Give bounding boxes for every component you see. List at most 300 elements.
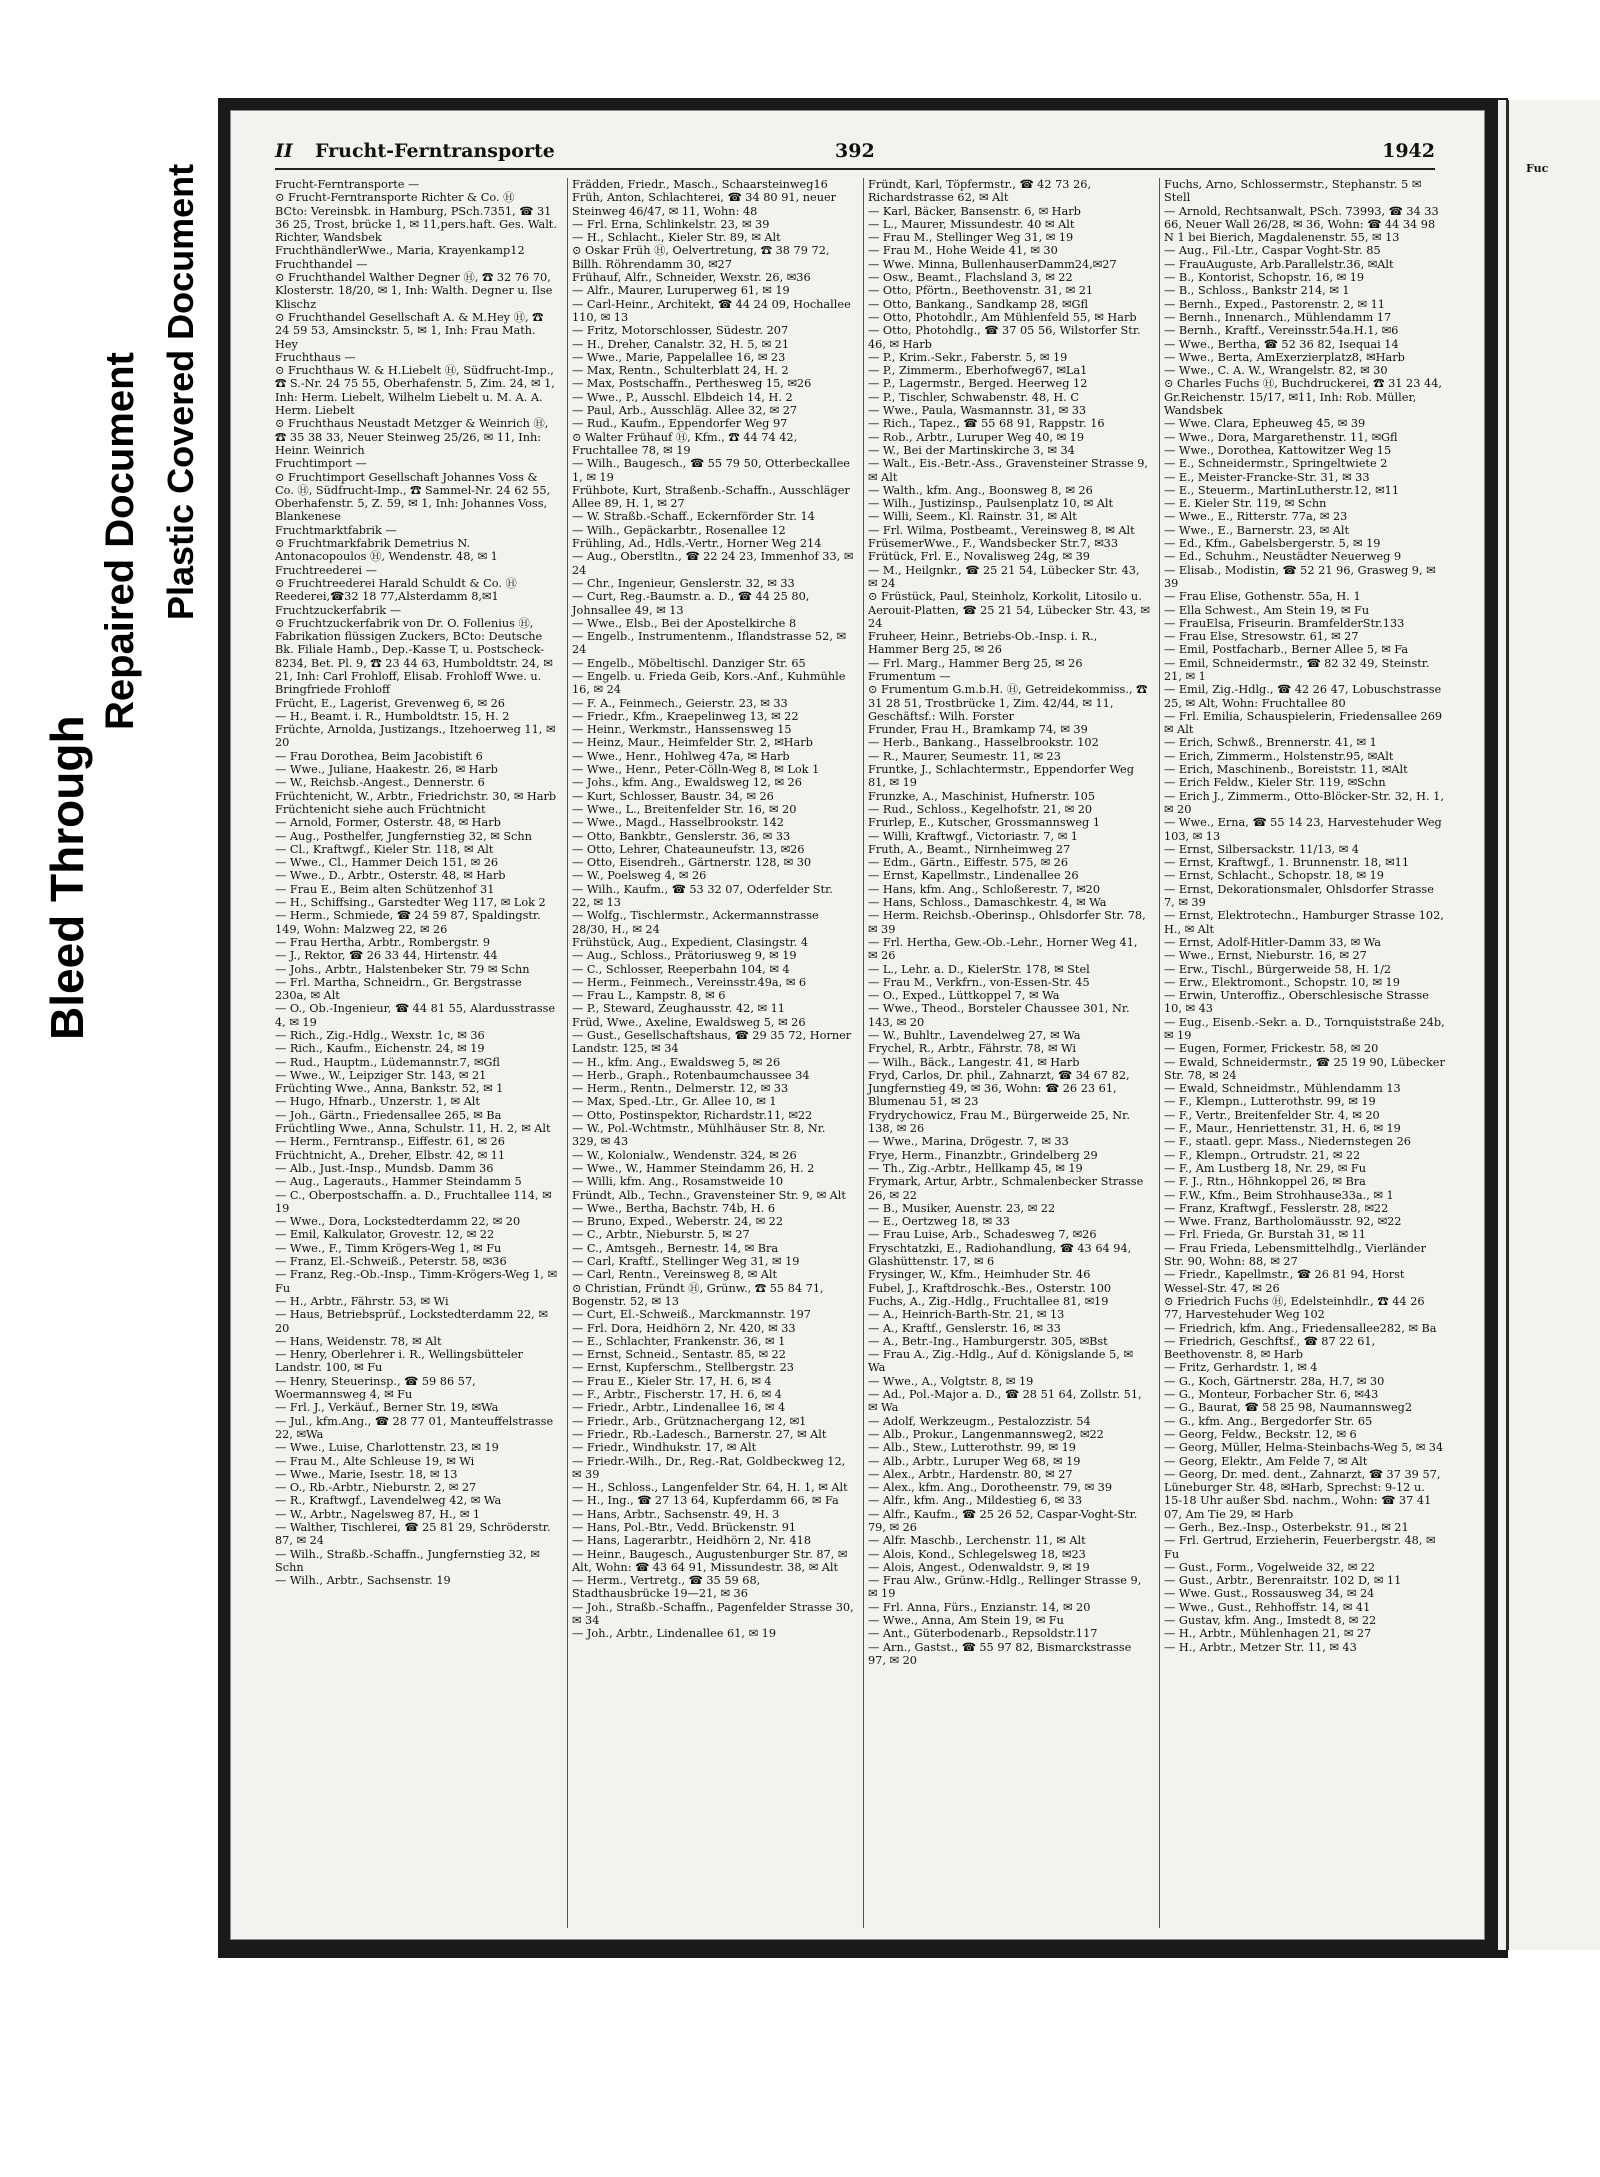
directory-entry: — Wwe., F., Timm Krögers-Weg 1, ✉ Fu (275, 1241, 502, 1255)
directory-entry: — Alois, Angest., Odenwaldstr. 9, ✉ 19 (868, 1560, 1090, 1574)
directory-entry: — Chr., Ingenieur, Genslerstr. 32, ✉ 33 (572, 576, 795, 590)
directory-entry: — Rud., Kaufm., Eppendorfer Weg 97 (572, 417, 788, 431)
directory-entry: — Wwe., W., Leipziger Str. 143, ✉ 21 (275, 1068, 487, 1082)
directory-entry: — Erich Feldw., Kieler Str. 119, ✉Schn (1164, 776, 1386, 790)
directory-entry: — Frau Luise, Arb., Schadesweg 7, ✉26 (868, 1228, 1097, 1242)
directory-entry: — Frau Else, Stresowstr. 61, ✉ 27 (1164, 630, 1359, 644)
directory-entry: — Friedr.-Wilh., Dr., Reg.-Rat, Goldbeckweg 12, ✉ 39 (572, 1454, 849, 1481)
directory-entry: ⊙ Fruchthandel Walther Degner Ⓗ, ☎ 32 76 70, Klosterstr. 18/20, ✉ 1, Inh: Walth. Degner u. Ilse Klischz (275, 271, 557, 311)
directory-entry: — Ernst, Schlacht., Schopstr. 18, ✉ 19 (1164, 869, 1384, 883)
directory-entry: — Th., Zig.-Arbtr., Hellkamp 45, ✉ 19 (868, 1161, 1083, 1175)
directory-entry: — Wwe., C. A. W., Wrangelstr. 82, ✉ 30 (1164, 364, 1388, 378)
page-title: Frucht-Ferntransporte (315, 140, 555, 162)
directory-entry: — Wwe., Paula, Wasmannstr. 31, ✉ 33 (868, 404, 1087, 418)
directory-entry: — Engelb. u. Frieda Geib, Kors.-Anf., Kuhmühle 16, ✉ 24 (572, 669, 850, 697)
directory-entry: — Wwe., E., Ritterstr. 77a, ✉ 23 (1164, 510, 1348, 524)
directory-entry: Fruchtmarktfabrik — (275, 523, 397, 537)
directory-entry: — Ernst, Kupferschm., Stellbergstr. 23 (572, 1361, 794, 1375)
directory-entry: Reederei,☎32 18 77,Alsterdamm 8,✉1 (275, 590, 499, 604)
directory-entry: Früchtling Wwe., Anna, Schulstr. 11, H. 2, ✉ Alt (275, 1122, 551, 1136)
directory-entry: — Wwe., Magd., Hasselbrookstr. 142 (572, 816, 784, 830)
directory-entry: — Otto, Lehrer, Chateauneufstr. 13, ✉26 (572, 842, 805, 856)
directory-entry: — Wwe. Franz, Bartholomäusstr. 92, ✉22 (1164, 1215, 1402, 1229)
directory-entry: — Wwe., Marina, Drögestr. 7, ✉ 33 (868, 1135, 1069, 1149)
directory-entry: ⊙ Frucht-Ferntransporte Richter & Co. Ⓗ (275, 191, 515, 205)
next-page-fragment: Fuc (1526, 162, 1549, 175)
directory-entry: — Arnold, Rechtsanwalt, PSch. 73993, ☎ 34 33 66, Neuer Wall 26/28, ✉ 36, Wohn: ☎ 44 34 98 N 1 bei Bierich, Magdalenenstr. 55, ✉ 13 (1164, 204, 1443, 245)
directory-entry: Fubel, J., Kraftdroschk.-Bes., Osterstr. 100 (868, 1281, 1112, 1295)
directory-entry: — Cl., Kraftwgf., Kieler Str. 118, ✉ Alt (275, 842, 494, 856)
directory-entry: Frurlep, E., Kutscher, Grossmannsweg 1 (868, 816, 1101, 830)
directory-entry: ⊙ Oskar Früh Ⓗ, Oelvertretung, ☎ 38 79 72, Billh. Röhrendamm 30, ✉27 (572, 244, 834, 271)
directory-entry: — Alois, Kond., Schlegelsweg 18, ✉23 (868, 1547, 1086, 1561)
directory-entry: — Wilh., Justizinsp., Paulsenplatz 10, ✉ Alt (868, 497, 1114, 511)
directory-entry: — Alfr., kfm. Ang., Mildestieg 6, ✉ 33 (868, 1494, 1083, 1508)
directory-column-3 (863, 178, 1154, 1928)
directory-entry: Früd, Wwe., Axeline, Ewaldsweg 5, ✉ 26 (572, 1015, 806, 1029)
directory-column-2 (567, 178, 858, 1928)
directory-entry: — Hans, Schloss., Damaschkestr. 4, ✉ Wa (868, 896, 1107, 910)
directory-entry: — Erw., Tischl., Bürgerweide 58, H. 1/2 (1164, 962, 1392, 976)
directory-entry: — F., Klempn., Lutterothstr. 99, ✉ 19 (1164, 1095, 1376, 1109)
directory-entry: — Friedrich, kfm. Ang., Friedensallee282, ✉ Ba (1164, 1321, 1437, 1335)
directory-entry: — Frl. Martha, Schneidrn., Gr. Bergstrasse 230a, ✉ Alt (275, 975, 526, 1003)
directory-entry: — Frl. Wilma, Postbeamt., Vereinsweg 8, ✉ Alt (868, 523, 1135, 537)
directory-entry: — Otto, Pförtn., Beethovenstr. 31, ✉ 21 (868, 284, 1094, 298)
directory-entry: — Wwe., Elsb., Bei der Apostelkirche 8 (572, 616, 797, 630)
directory-entry: — Aug., Lagerauts., Hammer Steindamm 5 (275, 1175, 522, 1189)
directory-entry: — Curt, El.-Schweiß., Marckmannstr. 197 (572, 1308, 811, 1322)
directory-entry: ⊙ Fruchthandel Gesellschaft A. & M.Hey Ⓗ, ☎ 24 59 53, Amsinckstr. 5, ✉ 1, Inh: Frau Math. Hey (275, 310, 548, 351)
directory-entry: ⊙ Fruchtreederei Harald Schuldt & Co. Ⓗ (275, 576, 517, 590)
directory-entry: ⊙ Fruchthaus W. & H.Liebelt Ⓗ, Südfrucht-Imp., ☎ S.-Nr. 24 75 55, Oberhafenstr. 5, Zim. 24, ✉ 1, Inh: Herm. Liebelt, Wilhelm Liebelt u. M. A. A. Herm. Liebelt (275, 364, 559, 418)
directory-entry: ⊙ Fruchthaus Neustadt Metzger & Weinrich Ⓗ, ☎ 35 38 33, Neuer Steinweg 25/26, ✉ 11, Inh: Heinr. Weinrich (275, 417, 552, 457)
directory-entry: Frye, Herm., Finanzbtr., Grindelberg 29 (868, 1148, 1098, 1162)
directory-entry: Frydrychowicz, Frau M., Bürgerweide 25, Nr. 138, ✉ 26 (868, 1108, 1134, 1136)
directory-entry: — Otto, Eisendreh., Gärtnerstr. 128, ✉ 30 (572, 856, 812, 870)
directory-entry: — Alex., Arbtr., Hardenstr. 80, ✉ 27 (868, 1467, 1073, 1481)
directory-entry: — Willi, kfm. Ang., Rosamstweide 10 (572, 1175, 784, 1189)
directory-entry: — Eugen, Former, Frickestr. 58, ✉ 20 (1164, 1042, 1379, 1056)
directory-entry: — B., Schloss., Bankstr 214, ✉ 1 (1164, 284, 1350, 298)
directory-entry: — Wwe., P., Ausschl. Elbdeich 14, H. 2 (572, 390, 793, 404)
directory-entry: — Wwe., Dora, Lockstedterdamm 22, ✉ 20 (275, 1215, 521, 1229)
directory-entry: — Frau A., Zig.-Hdlg., Auf d. Königslande 5, ✉ Wa (868, 1348, 1137, 1375)
directory-entry: — F., Am Lustberg 18, Nr. 29, ✉ Fu (1164, 1161, 1366, 1175)
directory-entry: ⊙ Fruchtimport Gesellschaft Johannes Voss & Co. Ⓗ, Südfrucht-Imp., ☎ Sammel-Nr. 24 62 55, Oberhafenstr. 5, Z. 59, ✉ 1, Inh: Johannes Voss, Blankenese (275, 470, 554, 524)
directory-entry: — Gust., Form., Vogelweide 32, ✉ 22 (1164, 1560, 1376, 1574)
directory-entry: — Ad., Pol.-Major a. D., ☎ 28 51 64, Zollstr. 51, ✉ Wa (868, 1388, 1146, 1415)
directory-entry: — Emil, Zig.-Hdlg., ☎ 42 26 47, Lobuschstrasse 25, ✉ Alt, Wohn: Fruchtallee 80 (1164, 683, 1445, 710)
directory-entry: FruchthändlerWwe., Maria, Krayenkamp12 (275, 244, 525, 258)
directory-columns (275, 178, 1449, 1928)
directory-entry: Fruchthandel — (275, 257, 368, 271)
directory-entry: Frücht, E., Lagerist, Grevenweg 6, ✉ 26 (275, 696, 505, 710)
directory-entry: — F.W., Kfm., Beim Strohhause33a., ✉ 1 (1164, 1188, 1394, 1202)
directory-entry: — Heinz, Maur., Heimfelder Str. 2, ✉Harb (572, 736, 813, 750)
directory-entry: — E., Schneidermstr., Springeltwiete 2 (1164, 457, 1388, 471)
directory-entry: — Emil, Kalkulator, Grovestr. 12, ✉ 22 (275, 1228, 495, 1242)
directory-entry: — R., Maurer, Seumestr. 11, ✉ 23 (868, 749, 1061, 763)
directory-entry: — G., kfm. Ang., Bergedorfer Str. 65 (1164, 1414, 1373, 1428)
directory-entry: — Herm., Vertretg., ☎ 35 59 68, Stadthausbrücke 19—21, ✉ 36 (572, 1574, 764, 1601)
directory-entry: — Alfr., Maurer, Luruperweg 61, ✉ 19 (572, 284, 790, 298)
directory-entry: ⊙ Charles Fuchs Ⓗ, Buchdruckerei, ☎ 31 23 44, Gr.Reichenstr. 15/17, ✉11, Inh: Rob. Müller, Wandsbek (1164, 377, 1446, 418)
directory-entry: — O., Ob.-Ingenieur, ☎ 44 81 55, Alardusstrasse 4, ✉ 19 (275, 1002, 559, 1029)
directory-entry: Fryschtatzki, E., Radiohandlung, ☎ 43 64 94, Glashüttenstr. 17, ✉ 6 (868, 1241, 1135, 1269)
directory-entry: — F., Klempn., Ortrudstr. 21, ✉ 22 (1164, 1148, 1361, 1162)
directory-entry: — B., Musiker, Auenstr. 23, ✉ 22 (868, 1201, 1056, 1215)
directory-entry: — Frau Hertha, Arbtr., Rombergstr. 9 (275, 935, 491, 949)
directory-entry: — Walth., kfm. Ang., Boonsweg 8, ✉ 26 (868, 483, 1093, 497)
directory-entry: — Georg, Müller, Helma-Steinbachs-Weg 5, ✉ 34 (1164, 1441, 1444, 1455)
directory-entry: — G., Monteur, Forbacher Str. 6, ✉43 (1164, 1388, 1379, 1402)
directory-entry: — Georg, Feldw., Beckstr. 12, ✉ 6 (1164, 1427, 1357, 1441)
directory-entry: Früchtnicht, A., Dreher, Elbstr. 42, ✉ 11 (275, 1148, 506, 1162)
directory-entry: — Gust., Gesellschaftshaus, ☎ 29 35 72, Horner Landstr. 125, ✉ 34 (572, 1029, 855, 1056)
directory-entry: — Frl. Gertrud, Erzieherin, Feuerbergstr. 48, ✉ Fu (1164, 1534, 1440, 1561)
directory-entry: — Wwe., Theod., Borsteler Chaussee 301, Nr. 143, ✉ 20 (868, 1002, 1134, 1029)
directory-entry: — Herb., Bankang., Hasselbrookstr. 102 (868, 736, 1099, 750)
directory-entry: — Bernh., Kraftf., Vereinsstr.54a.H.1, ✉6 (1164, 324, 1399, 338)
directory-entry: — W., Kolonialw., Wendenstr. 324, ✉ 26 (572, 1148, 797, 1162)
directory-entry: — Hans, Weidenstr. 78, ✉ Alt (275, 1334, 442, 1348)
directory-entry: — Rich., Zig.-Hdlg., Wexstr. 1c, ✉ 36 (275, 1029, 485, 1042)
directory-entry: — Max, Postschaffn., Perthesweg 15, ✉26 (572, 377, 812, 391)
margin-stamp (40, 140, 201, 1040)
directory-entry: — Ernst, Adolf-Hitler-Damm 33, ✉ Wa (1164, 935, 1382, 949)
directory-entry: — Alb., Arbtr., Luruper Weg 68, ✉ 19 (868, 1454, 1081, 1468)
directory-entry: Fruchtimport — (275, 457, 367, 471)
directory-entry: — Wilh., Bäck., Langestr. 41, ✉ Harb (868, 1055, 1080, 1069)
directory-entry: — Georg, Elektr., Am Felde 7, ✉ Alt (1164, 1454, 1368, 1468)
directory-entry: — H., kfm. Ang., Ewaldsweg 5, ✉ 26 (572, 1055, 781, 1069)
directory-entry: — Emil, Schneidermstr., ☎ 82 32 49, Steinstr. 21, ✉ 1 (1164, 656, 1434, 683)
directory-entry: — Wilh., Arbtr., Sachsenstr. 19 (275, 1574, 451, 1588)
directory-entry: Frysinger, W., Kfm., Heimhuder Str. 46 (868, 1268, 1091, 1282)
directory-entry: — Wilh., Baugesch., ☎ 55 79 50, Otterbeckallee 1, ✉ 19 (572, 457, 854, 484)
directory-entry: — Max, Sped.-Ltr., Gr. Allee 10, ✉ 1 (572, 1095, 777, 1109)
directory-entry: — Henry, Oberlehrer i. R., Wellingsbütteler Landstr. 100, ✉ Fu (275, 1348, 527, 1375)
directory-entry: — W., Pol.-Wchtmstr., Mühlhäuser Str. 8, Nr. 329, ✉ 43 (572, 1122, 830, 1149)
directory-entry: — Wwe., Dorothea, Kattowitzer Weg 15 (1164, 443, 1392, 457)
directory-entry: — H., Dreher, Canalstr. 32, H. 5, ✉ 21 (572, 337, 790, 351)
directory-entry: — P., Krim.-Sekr., Faberstr. 5, ✉ 19 (868, 350, 1068, 364)
directory-entry: — Bernh., Exped., Pastorenstr. 2, ✉ 11 (1164, 297, 1385, 311)
directory-entry: — H., Beamt. i. R., Humboldtstr. 15, H. 2 (275, 709, 510, 723)
directory-entry: — Ed., Schuhm., Neustädter Neuerweg 9 (1164, 550, 1402, 564)
directory-entry: — Ewald, Schneidermstr., ☎ 25 19 90, Lübecker Str. 78, ✉ 24 (1164, 1055, 1449, 1082)
directory-entry: — Wwe., Juliane, Haakestr. 26, ✉ Harb (275, 763, 498, 777)
directory-entry: Fruchtzuckerfabrik — (275, 603, 402, 617)
next-page-edge (1498, 100, 1600, 1950)
directory-entry: — Wwe., D., Arbtr., Osterstr. 48, ✉ Harb (275, 869, 506, 883)
directory-entry: — H., Arbtr., Metzer Str. 11, ✉ 43 (1164, 1640, 1357, 1654)
directory-entry: — Hans, Pol.-Btr., Vedd. Brückenstr. 91 (572, 1520, 797, 1534)
directory-column-4 (1159, 178, 1449, 1928)
directory-entry: Früchtenicht, W., Arbtr., Friedrichstr. 30, ✉ Harb (275, 789, 557, 803)
directory-entry: — Gustav, kfm. Ang., Imstedt 8, ✉ 22 (1164, 1614, 1377, 1628)
directory-entry: Frädden, Friedr., Masch., Schaarsteinweg16 (572, 178, 828, 191)
directory-entry: — Emil, Postfacharb., Berner Allee 5, ✉ Fa (1164, 643, 1409, 657)
directory-entry: — Frau L., Kampstr. 8, ✉ 6 (572, 989, 726, 1003)
directory-entry: — Otto, Photohdlg., ☎ 37 05 56, Wilstorfer Str. 46, ✉ Harb (868, 324, 1145, 351)
directory-entry: Frucht-Ferntransporte — (275, 178, 420, 191)
directory-entry: — Erich J., Zimmerm., Otto-Blöcker-Str. 32, H. 1, ✉ 20 (1164, 789, 1448, 816)
directory-entry: Frühbote, Kurt, Straßenb.-Schaffn., Ausschläger Allee 89, H. 1, ✉ 27 (572, 483, 854, 511)
directory-entry: — Wwe., E., Barnerstr. 23, ✉ Alt (1164, 523, 1350, 537)
directory-entry: — Engelb., Instrumentenm., Iflandstrasse 52, ✉ 24 (572, 630, 850, 657)
directory-entry: — C., Arbtr., Nieburstr. 5, ✉ 27 (572, 1228, 750, 1242)
directory-entry: — Frl. Erna, Schlinkelstr. 23, ✉ 39 (572, 217, 770, 231)
directory-entry: — Carl-Heinr., Architekt, ☎ 44 24 09, Hochallee 110, ✉ 13 (572, 297, 855, 324)
directory-entry: — Osw., Beamt., Flachsland 3, ✉ 22 (868, 271, 1073, 285)
directory-entry: — Fritz, Motorschlosser, Südestr. 207 (572, 324, 789, 338)
directory-entry: — O., Exped., Lüttkoppel 7, ✉ Wa (868, 989, 1060, 1003)
directory-entry: — Alb., Just.-Insp., Mundsb. Damm 36 (275, 1161, 494, 1175)
directory-entry: — W. Straßb.-Schaff., Eckernförder Str. 14 (572, 510, 815, 524)
directory-entry: — F., Maur., Henriettenstr. 31, H. 6, ✉ 19 (1164, 1122, 1401, 1136)
directory-entry: Früchtenicht siehe auch Früchtnicht (275, 802, 486, 816)
directory-entry: — F. J., Rtn., Höhnkoppel 26, ✉ Bra (1164, 1175, 1366, 1189)
directory-entry: — Erwin, Unteroffiz., Oberschlesische Strasse 10, ✉ 43 (1164, 989, 1433, 1016)
directory-entry: Früchting Wwe., Anna, Bankstr. 52, ✉ 1 (275, 1082, 504, 1096)
directory-entry: — Frau M., Alte Schleuse 19, ✉ Wi (275, 1454, 475, 1468)
directory-entry: Frumentum — (868, 669, 951, 683)
directory-entry: — Frau Dorothea, Beim Jacobistift 6 (275, 749, 483, 763)
directory-entry: — Frl. Frieda, Gr. Burstah 31, ✉ 11 (1164, 1228, 1366, 1242)
directory-entry: — Wwe., Marie, Pappelallee 16, ✉ 23 (572, 350, 786, 364)
directory-entry: — Kurt, Schlosser, Baustr. 34, ✉ 26 (572, 789, 774, 803)
directory-entry: — Joh., Gärtn., Friedensallee 265, ✉ Ba (275, 1108, 502, 1122)
directory-entry: — Carl, Rentn., Vereinsweg 8, ✉ Alt (572, 1268, 778, 1282)
directory-entry: — Wilh., Kaufm., ☎ 53 32 07, Oderfelder Str. 22, ✉ 13 (572, 882, 837, 910)
directory-entry: — Arn., Gastst., ☎ 55 97 82, Bismarckstrasse 97, ✉ 20 (868, 1640, 1135, 1667)
directory-entry: — Johs., kfm. Ang., Ewaldsweg 12, ✉ 26 (572, 776, 802, 790)
directory-entry: — Johs., Arbtr., Halstenbeker Str. 79 ✉ Schn (275, 962, 530, 976)
directory-entry: — H., Schiffsing., Garstedter Weg 117, ✉ Lok 2 (275, 896, 546, 910)
page-gutter (1506, 100, 1509, 1950)
directory-entry: — H., Schlacht., Kieler Str. 89, ✉ Alt (572, 231, 781, 245)
directory-entry: — A., Betr.-Ing., Hamburgerstr. 305, ✉Bst (868, 1334, 1108, 1348)
directory-entry: — FrauAuguste, Arb.Parallelstr.36, ✉Alt (1164, 257, 1394, 271)
directory-entry: — Walt., Eis.-Betr.-Ass., Gravensteiner Strasse 9, ✉ Alt (868, 457, 1152, 484)
directory-entry: — H., Ing., ☎ 27 13 64, Kupferdamm 66, ✉ Fa (572, 1494, 839, 1508)
directory-entry: — Franz, Kraftwgf., Fesslerstr. 28, ✉22 (1164, 1201, 1389, 1215)
directory-entry: — Arnold, Former, Osterstr. 48, ✉ Harb (275, 816, 501, 830)
directory-entry: — C., Oberpostschaffn. a. D., Fruchtallee 114, ✉ 19 (275, 1188, 556, 1215)
page-header (275, 138, 1435, 170)
directory-entry: — Alfr., Kaufm., ☎ 25 26 52, Caspar-Voght-Str. 79, ✉ 26 (868, 1507, 1141, 1534)
directory-entry: — Gust., Arbtr., Berenraitstr. 102 D, ✉ 11 (1164, 1574, 1402, 1588)
directory-entry: — Heinr., Werkmstr., Hanssensweg 15 (572, 723, 792, 737)
directory-entry: — Frau Elise, Gothenstr. 55a, H. 1 (1164, 590, 1361, 604)
directory-entry: — Aug., Fil.-Ltr., Caspar Voght-Str. 85 (1164, 244, 1381, 258)
directory-entry: — Willi, Kraftwgf., Victoriastr. 7, ✉ 1 (868, 829, 1078, 843)
directory-entry: — Rich., Tapez., ☎ 55 68 91, Rappstr. 16 (868, 417, 1105, 431)
directory-entry: — Hans, Arbtr., Sachsenstr. 49, H. 3 (572, 1507, 780, 1521)
directory-entry: — Ernst, Kapellmstr., Lindenallee 26 (868, 869, 1079, 883)
directory-entry: — Rob., Arbtr., Luruper Weg 40, ✉ 19 (868, 430, 1085, 444)
directory-entry: — Wolfg., Tischlermstr., Ackermannstrasse 28/30, H., ✉ 24 (572, 909, 823, 936)
directory-entry: — Erw., Elektromont., Schopstr. 10, ✉ 19 (1164, 975, 1400, 989)
directory-entry: — Ewald, Schneidmstr., Mühlendamm 13 (1164, 1082, 1401, 1096)
directory-entry: — Engelb., Möbeltischl. Danziger Str. 65 (572, 656, 806, 670)
directory-entry: — P., Tischler, Schwabenstr. 48, H. C (868, 390, 1080, 404)
directory-entry: — Eug., Eisenb.-Sekr. a. D., Tornquiststraße 24b, ✉ 19 (1164, 1015, 1449, 1042)
directory-entry: — Herm., Schmiede, ☎ 24 59 87, Spaldingstr. 149, Wohn: Malzweg 22, ✉ 26 (275, 909, 545, 936)
directory-entry: — Ernst, Silbersackstr. 11/13, ✉ 4 (1164, 842, 1359, 856)
directory-entry: — B., Kontorist, Schopstr. 16, ✉ 19 (1164, 271, 1365, 285)
directory-entry: — Otto, Bankbtr., Genslerstr. 36, ✉ 33 (572, 829, 791, 843)
directory-entry: — Alb., Stew., Lutterothstr. 99, ✉ 19 (868, 1441, 1076, 1455)
directory-entry: — Wwe., Bertha, ☎ 52 36 82, Isequai 14 (1164, 337, 1399, 351)
directory-entry: Früchte, Arnolda, Justizangs., Itzehoerweg 11, ✉ 20 (275, 723, 560, 750)
directory-entry: — H., Arbtr., Fährstr. 53, ✉ Wi (275, 1294, 449, 1308)
directory-entry: Fuchs, Arno, Schlossermstr., Stephanstr. 5 ✉ Stell (1164, 178, 1425, 205)
directory-entry: — Georg, Dr. med. dent., Zahnarzt, ☎ 37 39 57, Lüneburger Str. 48, ✉Harb, Sprechst: 9-12 u. 15-18 Uhr außer Sbd. nachm., Wohn: ☎ 37 41 07, Am Tie 29, ✉ Harb (1164, 1467, 1445, 1521)
directory-entry: — Herm., Feinmech., Vereinsstr.49a, ✉ 6 (572, 975, 807, 989)
directory-entry: — Alex., kfm. Ang., Dorotheenstr. 79, ✉ 39 (868, 1481, 1113, 1495)
directory-entry: — O., Rb.-Arbtr., Nieburstr. 2, ✉ 27 (275, 1481, 477, 1495)
section-number: II (275, 140, 293, 162)
directory-entry: — Max, Rentn., Schulterblatt 24, H. 2 (572, 364, 789, 378)
directory-entry: — Elisab., Modistin, ☎ 52 21 96, Grasweg 9, ✉ 39 (1164, 563, 1440, 590)
directory-entry: — H., Arbtr., Mühlenhagen 21, ✉ 27 (1164, 1627, 1372, 1641)
directory-entry: — F., Arbtr., Fischerstr. 17, H. 6, ✉ 4 (572, 1388, 782, 1402)
directory-entry: Frychel, R., Arbtr., Fährstr. 78, ✉ Wi (868, 1042, 1077, 1056)
directory-entry: Frymark, Artur, Arbtr., Schmalenbecker Strasse 26, ✉ 22 (868, 1175, 1147, 1202)
directory-entry: Frunder, Frau H., Bramkamp 74, ✉ 39 (868, 723, 1088, 737)
directory-entry: — Otto, Bankang., Sandkamp 28, ✉Gfl (868, 297, 1089, 311)
directory-entry: Frühstück, Aug., Expedient, Clasingstr. 4 (572, 935, 809, 949)
directory-entry: — Frl. Dora, Heidhörn 2, Nr. 420, ✉ 33 (572, 1321, 796, 1335)
directory-entry: — Friedr., Arb., Grütznachergang 12, ✉1 (572, 1414, 807, 1428)
directory-entry: — Friedr., Rb.-Ladesch., Barnerstr. 27, ✉ Alt (572, 1427, 827, 1441)
directory-entry: — J., Rektor, ☎ 26 33 44, Hirtenstr. 44 (275, 949, 498, 963)
directory-entry: — Franz, Reg.-Ob.-Insp., Timm-Krögers-Weg 1, ✉ Fu (275, 1268, 561, 1295)
directory-entry: — W., Arbtr., Nagelsweg 87, H., ✉ 1 (275, 1507, 481, 1521)
directory-entry: — Frau Frieda, Lebensmittelhdlg., Vierländer Str. 90, Wohn: 88, ✉ 27 (1164, 1241, 1430, 1269)
directory-entry: — Heinr., Baugesch., Augustenburger Str. 87, ✉ Alt, Wohn: ☎ 43 64 91, Missundestr. 38, ✉ Alt (572, 1547, 851, 1574)
directory-entry: — Wwe. Clara, Epheuweg 45, ✉ 39 (1164, 417, 1366, 431)
directory-entry: Frunzke, A., Maschinist, Hufnerstr. 105 (868, 789, 1096, 803)
directory-entry: — G., Baurat, ☎ 58 25 98, Naumannsweg2 (1164, 1401, 1413, 1415)
directory-entry: — Wwe., Gust., Rehhoffstr. 14, ✉ 41 (1164, 1600, 1371, 1614)
stamp-bleed-through: Bleed Through (41, 715, 93, 1040)
directory-entry: — Aug., Schloss., Prätoriusweg 9, ✉ 19 (572, 949, 797, 963)
directory-entry: — Friedr., Windhukstr. 17, ✉ Alt (572, 1441, 757, 1455)
directory-entry: Fruchthaus — (275, 350, 356, 364)
directory-entry: — Frl. Hertha, Gew.-Ob.-Lehr., Horner Weg 41, ✉ 26 (868, 935, 1142, 963)
directory-entry: — Frau E., Beim alten Schützenhof 31 (275, 882, 495, 896)
directory-entry: — Friedrich, Geschftsf., ☎ 87 22 61, Beethovenstr. 8, ✉ Harb (1164, 1334, 1379, 1362)
directory-entry: ⊙ Fruchtzuckerfabrik von Dr. O. Follenius Ⓗ, Fabrikation flüssigen Zuckers, BCto: Deutsche Bk. Filiale Hamb., Dep.-Kasse T, u. Postscheck-8234, Bet. Pl. 9, ☎ 23 44 63, Humboldtstr. 24, ✉ 21, Inh: Carl Frohloff, Elisab. Frohloff Wwe. u. Bringfriede Frohloff (275, 616, 557, 697)
directory-entry: — Erich, Zimmerm., Holstenstr.95, ✉Alt (1164, 749, 1394, 763)
directory-entry: — Wwe., Bertha, Bachstr. 74b, H. 6 (572, 1201, 776, 1215)
directory-entry: — Bernh., Innenarch., Mühlendamm 17 (1164, 310, 1392, 324)
directory-entry: — Curt, Reg.-Baumstr. a. D., ☎ 44 25 80, Johnsallee 49, ✉ 13 (572, 590, 813, 617)
directory-entry: — Joh., Arbtr., Lindenallee 61, ✉ 19 (572, 1627, 777, 1641)
directory-entry: — E., Schlachter, Frankenstr. 36, ✉ 1 (572, 1334, 786, 1348)
directory-entry: Fuchs, A., Zig.-Hdlg., Fruchtallee 81, ✉19 (868, 1294, 1109, 1308)
directory-entry: ⊙ Christian, Fründt Ⓗ, Grünw., ☎ 55 84 71, Bogenstr. 52, ✉ 13 (572, 1281, 828, 1308)
directory-entry: — A., Kraftf., Genslerstr. 16, ✉ 33 (868, 1321, 1061, 1335)
directory-entry: — Wwe., Berta, AmExerzierplatz8, ✉Harb (1164, 350, 1405, 364)
directory-entry: — Joh., Straßb.-Schaffn., Pagenfelder Strasse 30, ✉ 34 (572, 1600, 858, 1628)
directory-entry: — Wwe., Marie, Isestr. 18, ✉ 13 (275, 1467, 458, 1481)
directory-entry: — P., Zimmerm., Eberhofweg67, ✉La1 (868, 364, 1088, 378)
directory-entry: — Rud., Schloss., Kegelhofstr. 21, ✉ 20 (868, 802, 1093, 816)
directory-entry: — Frl. Emilia, Schauspielerin, Friedensallee 269 ✉ Alt (1164, 709, 1446, 737)
directory-entry: — R., Kraftwgf., Lavendelweg 42, ✉ Wa (275, 1494, 502, 1508)
directory-entry: — Fritz, Gerhardstr. 1, ✉ 4 (1164, 1361, 1318, 1375)
directory-entry: — W., Poelsweg 4, ✉ 26 (572, 869, 707, 883)
directory-entry: ⊙ Frumentum G.m.b.H. Ⓗ, Getreidekommiss., ☎ 31 28 51, Trostbrücke 1, Zim. 42/44, ✉ 11, Geschäftsf.: Wilh. Forster (868, 683, 1152, 723)
directory-entry: — H., Schloss., Langenfelder Str. 64, H. 1, ✉ Alt (572, 1481, 848, 1495)
directory-entry: — W., Bei der Martinskirche 3, ✉ 34 (868, 443, 1075, 457)
directory-entry: — Frau M., Verkfrn., von-Essen-Str. 45 (868, 975, 1090, 989)
directory-entry: — Wwe. Minna, BullenhauserDamm24,✉27 (868, 257, 1117, 271)
directory-entry: — A., Heinrich-Barth-Str. 21, ✉ 13 (868, 1308, 1065, 1322)
directory-entry: — Wwe. Gust., Rossausweg 34, ✉ 24 (1164, 1587, 1375, 1601)
directory-entry: — Frau Alw., Grünw.-Hdlg., Rellinger Strasse 9, ✉ 19 (868, 1574, 1145, 1601)
directory-entry: — Wwe., Henr., Peter-Cölln-Weg 8, ✉ Lok 1 (572, 763, 820, 777)
directory-column-1 (275, 178, 561, 1928)
directory-entry: — E., Steuerm., MartinLutherstr.12, ✉11 (1164, 483, 1400, 497)
directory-entry: — Carl, Kraftf., Stellinger Weg 31, ✉ 19 (572, 1255, 800, 1269)
directory-entry: — E., Oertzweg 18, ✉ 33 (868, 1215, 1010, 1229)
directory-entry: — Aug., Oberstltn., ☎ 22 24 23, Immenhof 33, ✉ 24 (572, 550, 857, 577)
directory-entry: — Frl. J., Verkäuf., Berner Str. 19, ✉Wa (275, 1401, 499, 1415)
directory-entry: FrüsemerWwe., F., Wandsbecker Str.7, ✉33 (868, 537, 1119, 551)
directory-entry: ⊙ Fruchtmarkfabrik Demetrius N. Antonacopoulos Ⓗ, Wendenstr. 48, ✉ 1 (275, 537, 498, 564)
stamp-repaired-document: Repaired Document (98, 352, 142, 730)
directory-entry: — Wwe., Dora, Margarethenstr. 11, ✉Gfl (1164, 430, 1398, 444)
directory-entry: Fruheer, Heinr., Betriebs-Ob.-Insp. i. R., Hammer Berg 25, ✉ 26 (868, 630, 1101, 657)
directory-entry: — Herb., Graph., Rotenbaumchaussee 34 (572, 1068, 810, 1082)
directory-entry: Früh, Anton, Schlachterei, ☎ 34 80 91, neuer Steinweg 46/47, ✉ 11, Wohn: 48 (572, 191, 840, 218)
directory-entry: — Friedr., Kfm., Kraepelinweg 13, ✉ 22 (572, 709, 799, 723)
directory-entry: Fryd, Carlos, Dr. phil., Zahnarzt, ☎ 34 67 82, Jungfernstieg 49, ✉ 36, Wohn: ☎ 26 23 61, Blumenau 51, ✉ 23 (868, 1068, 1134, 1109)
directory-entry: — E. Kieler Str. 119, ✉ Schn (1164, 497, 1327, 511)
directory-entry: ⊙ Früstück, Paul, Steinholz, Korkolit, Litosilo u. Aerouit-Platten, ☎ 25 21 54, Lübecker Str. 43, ✉ 24 (868, 590, 1154, 630)
directory-entry: — Ernst, Schneid., Sentastr. 85, ✉ 22 (572, 1348, 786, 1362)
directory-entry: — Alb., Prokur., Langenmannsweg2, ✉22 (868, 1427, 1104, 1441)
directory-entry: — Wilh., Gepäckarbtr., Rosenallee 12 (572, 523, 786, 537)
directory-entry: — P., Steward, Zeughausstr. 42, ✉ 11 (572, 1002, 785, 1016)
directory-entry: — Ant., Güterbodenarb., Repsoldstr.117 (868, 1627, 1098, 1641)
directory-entry: — FrauElsa, Friseurin. BramfelderStr.133 (1164, 616, 1405, 630)
page-year: 1942 (1382, 140, 1435, 162)
directory-entry: — F., staatl. gepr. Mass., Niedernstegen 26 (1164, 1135, 1411, 1149)
directory-entry: — Paul, Arb., Ausschläg. Allee 32, ✉ 27 (572, 404, 798, 418)
directory-entry: — Herm., Ferntransp., Eiffestr. 61, ✉ 26 (275, 1135, 505, 1149)
directory-entry: — Wwe., Henr., Hohlweg 47a, ✉ Harb (572, 749, 790, 763)
directory-entry: — W., Buhltr., Lavendelweg 27, ✉ Wa (868, 1029, 1081, 1042)
directory-entry: — Wwe., Cl., Hammer Deich 151, ✉ 26 (275, 856, 499, 870)
stamp-plastic-covered: Plastic Covered Document (160, 163, 201, 620)
directory-entry: — Otto, Photohdlr., Am Mühlenfeld 55, ✉ Harb (868, 310, 1137, 324)
directory-entry: — L., Maurer, Missundestr. 40 ✉ Alt (868, 217, 1075, 231)
directory-entry: — Aug., Posthelfer, Jungfernstieg 32, ✉ Schn (275, 829, 532, 843)
directory-entry: — M., Heilgnkr., ☎ 25 21 54, Lübecker Str. 43, ✉ 24 (868, 563, 1144, 590)
directory-entry: — Wwe., Luise, Charlottenstr. 23, ✉ 19 (275, 1441, 499, 1455)
directory-entry: Fründt, Alb., Techn., Gravensteiner Str. 9, ✉ Alt (572, 1188, 846, 1202)
directory-entry: — Herm. Reichsb.-Oberinsp., Ohlsdorfer Str. 78, ✉ 39 (868, 909, 1150, 936)
directory-entry: — Wwe., Erna, ☎ 55 14 23, Harvestehuder Weg 103, ✉ 13 (1164, 816, 1446, 843)
directory-entry: — Wwe., W., Hammer Steindamm 26, H. 2 (572, 1161, 815, 1175)
